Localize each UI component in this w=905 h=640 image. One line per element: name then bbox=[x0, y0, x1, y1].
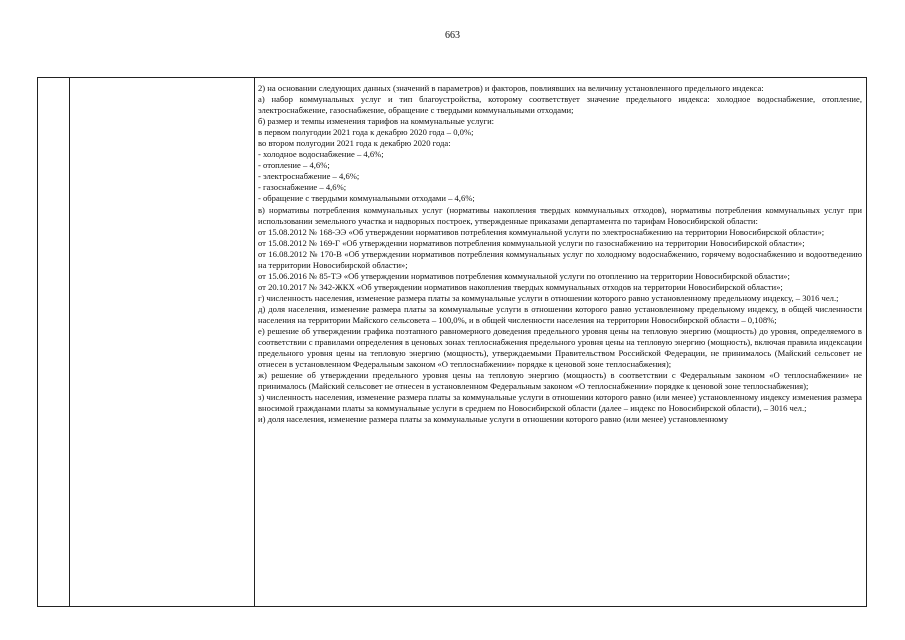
paragraph: от 20.10.2017 № 342-ЖКХ «Об утверждении нормативов накопления твердых коммунальных отходов на территории Новосибирской области»; bbox=[258, 281, 783, 292]
paragraph: от 16.08.2012 № 170-В «Об утверждении нормативов потребления коммунальных услуг по холодному водоснабжению, горячему водоснабжению и водоотведению на территории Новосибирской области»; bbox=[258, 248, 862, 270]
paragraph: е) решение об утверждении графика поэтапного равномерного доведения предельного уровня цены на тепловую энергию (мощность) до уровня, определяемого в соответствии с правилами определения в ценовых зонах теплоснабжения предельного уровня цены на тепловую энергию (мощность), включая правила индексации предельного уровня цены на тепловую энергию (мощность), утверждаемыми Правительством Российской Федерации, не принималось (Майский сельсовет не отнесен в установленном Федеральным законом «О теплоснабжении» порядке к ценовой зоне теплоснабжения); bbox=[258, 326, 862, 370]
paragraph: - электроснабжение – 4,6%; bbox=[258, 171, 360, 182]
paragraph: - газоснабжение – 4,6%; bbox=[258, 182, 347, 193]
paragraph: - холодное водоснабжение – 4,6%; bbox=[258, 149, 384, 160]
paragraph: д) доля населения, изменение размера платы за коммунальные услуги в отношении которого равно установленному предельному индексу, в общей численности населения на территории Майского сельсовета – 100,0%, и в общей численности населения на территории Новосибирской области – 0,108%; bbox=[258, 303, 862, 325]
table-text-cell bbox=[258, 83, 862, 606]
paragraph: г) численность населения, изменение размера платы за коммунальные услуги в отношении которого равно установленному предельному индексу, – 3016 чел.; bbox=[258, 292, 839, 303]
paragraph: а) набор коммунальных услуг и тип благоустройства, которому соответствует значение предельного индекса: холодное водоснабжение, отопление, электроснабжение, газоснабжение, обращение с твердыми коммунальными отходами; bbox=[258, 94, 862, 116]
paragraph: и) доля населения, изменение размера платы за коммунальные услуги в отношении которого равно (или менее) установленному bbox=[258, 414, 729, 425]
paragraph: 2) на основании следующих данных (значений в параметров) и факторов, повлиявших на величину установленного предельного индекса: bbox=[258, 83, 764, 93]
paragraph: б) размер и темпы изменения тарифов на коммунальные услуги: bbox=[258, 116, 495, 127]
paragraph: в первом полугодии 2021 года к декабрю 2020 года – 0,0%; bbox=[258, 127, 474, 138]
table-column-divider bbox=[254, 78, 255, 606]
paragraph: з) численность населения, изменение размера платы за коммунальные услуги в отношении которого равно (или менее) установленному индексу изменения размера вносимой гражданами платы за коммунальные услуги в среднем по Новосибирской области (далее – индекс по Новосибирской области), – 3016 чел.; bbox=[258, 392, 862, 414]
paragraph: от 15.08.2012 № 168-ЭЭ «Об утверждении нормативов потребления коммунальной услуги по электроснабжению на территории Новосибирской области»; bbox=[258, 226, 825, 237]
page-number: 663 bbox=[445, 30, 460, 41]
document-table bbox=[37, 77, 867, 607]
paragraph: в) нормативы потребления коммунальных услуг (нормативы накопления твердых коммунальных отходов), нормативы потребления коммунальных услуг при использовании земельного участка и надворных построек, утвержденные приказами департамента по тарифам Новосибирской области: bbox=[258, 204, 862, 226]
paragraph: от 15.08.2012 № 169-Г «Об утверждении нормативов потребления коммунальной услуги по газоснабжению на территории Новосибирской области»; bbox=[258, 237, 805, 248]
paragraph: - отопление – 4,6%; bbox=[258, 160, 330, 171]
paragraph: - обращение с твердыми коммунальными отходами – 4,6%; bbox=[258, 193, 475, 204]
table-column-divider bbox=[69, 78, 70, 606]
paragraph: во втором полугодии 2021 года к декабрю 2020 года: bbox=[258, 138, 451, 149]
paragraph: ж) решение об утверждении предельного уровня цены на тепловую энергию (мощность) в соответствии с Федеральным законом «О теплоснабжении» не принималось (Майский сельсовет не отнесен в установленном Федеральным законом «О теплоснабжении» порядке к ценовой зоне теплоснабжения); bbox=[258, 370, 862, 392]
paragraph: от 15.06.2016 № 85-ТЭ «Об утверждении нормативов потребления коммунальной услуги по отоплению на территории Новосибирской области»; bbox=[258, 270, 790, 281]
